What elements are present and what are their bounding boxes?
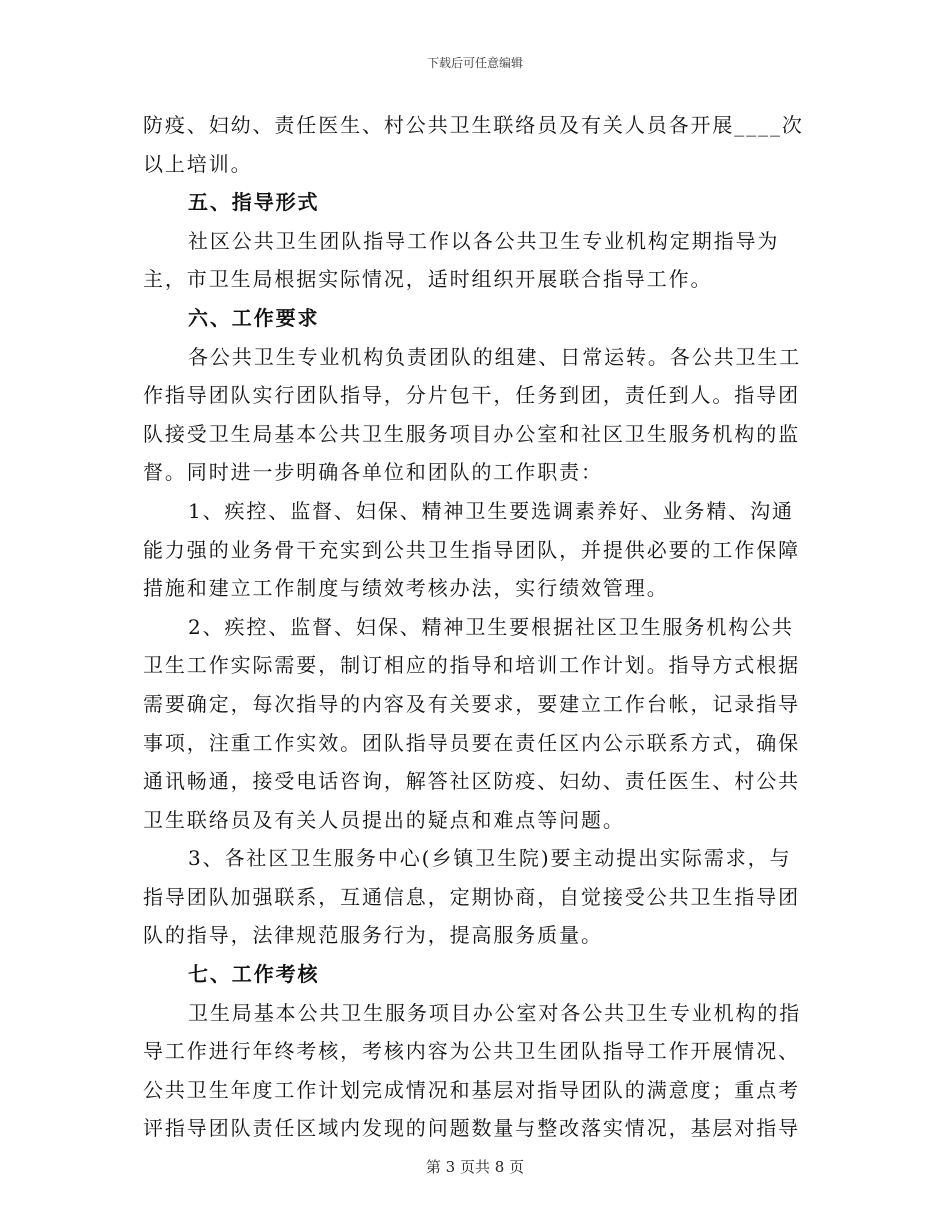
paragraph-work-assessment: 卫生局基本公共卫生服务项目办公室对各公共卫生专业机构的指导工作进行年终考核，考核内容为公共卫生团队指导工作开展情况、公共卫生年度工作计划完成情况和基层对指导团队的满意度；重点考评指导团队责任区域内发现的问题数量与整改落实情况，基层对指导	[143, 1000, 802, 1141]
list-item-2: 2、疾控、监督、妇保、精神卫生要根据社区卫生服务机构公共卫生工作实际需要，制订相应的指导和培训工作计划。指导方式根据需要确定，每次指导的内容及有关要求，要建立工作台帐，记录指导事项，注重工作实效。团队指导员要在责任区内公示联系方式，确保通讯畅通，接受电话咨询，解答社区防疫、妇幼、责任医生、村公共卫生联络员及有关人员提出的疑点和难点等问题。	[143, 614, 800, 832]
section-heading-guidance-form: 五、指导形式	[188, 190, 320, 215]
document-body	[143, 106, 805, 1148]
continued-paragraph: 防疫、妇幼、责任医生、村公共卫生联络员及有关人员各开展____次以上培训。	[143, 113, 804, 176]
page-footer: 第 3 页共 8 页	[425, 1158, 525, 1176]
page-header: 下载后可任意编辑	[426, 56, 523, 70]
paragraph-work-requirements: 各公共卫生专业机构负责团队的组建、日常运转。各公共卫生工作指导团队实行团队指导，分片包干，任务到团，责任到人。指导团队接受卫生局基本公共卫生服务项目办公室和社区卫生服务机构的监督。同时进一步明确各单位和团队的工作职责：	[143, 344, 802, 485]
section-heading-work-assessment: 七、工作考核	[188, 962, 320, 987]
list-item-1: 1、疾控、监督、妇保、精神卫生要选调素养好、业务精、沟通能力强的业务骨干充实到公共卫生指导团队，并提供必要的工作保障措施和建立工作制度与绩效考核办法，实行绩效管理。	[143, 498, 800, 601]
paragraph-guidance-form: 社区公共卫生团队指导工作以各公共卫生专业机构定期指导为主，市卫生局根据实际情况，适时组织开展联合指导工作。	[143, 228, 780, 292]
list-item-3: 3、各社区卫生服务中心(乡镇卫生院)要主动提出实际需求，与指导团队加强联系，互通信息，定期协商，自觉接受公共卫生指导团队的指导，法律规范服务行为，提高服务质量。	[143, 846, 800, 948]
section-heading-work-requirements: 六、工作要求	[188, 305, 320, 330]
